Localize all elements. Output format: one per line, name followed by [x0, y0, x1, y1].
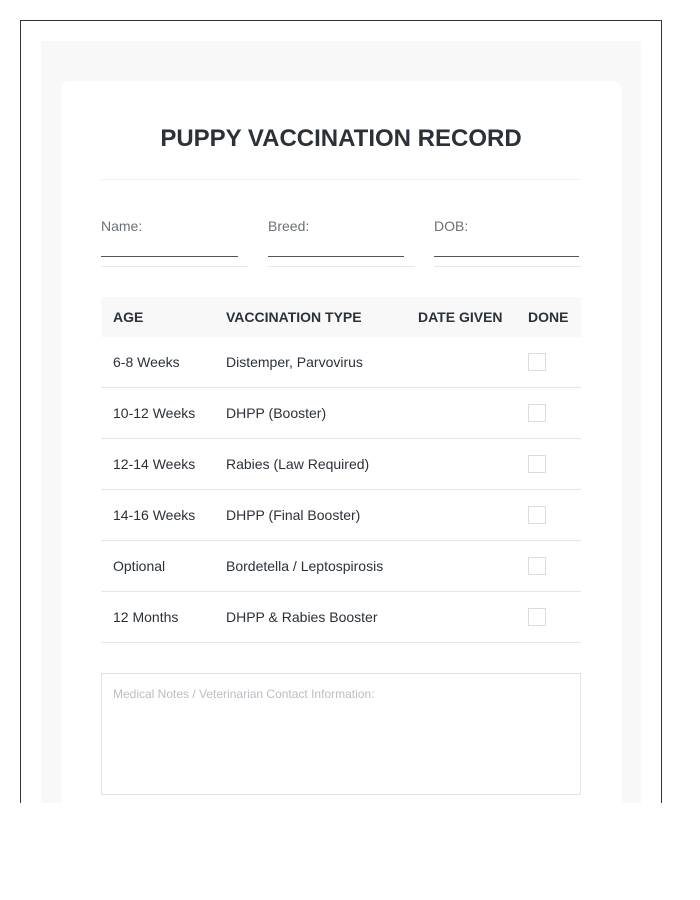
date-given-cell[interactable] — [406, 490, 516, 541]
date-given-cell[interactable] — [406, 337, 516, 388]
done-checkbox[interactable] — [528, 404, 546, 422]
table-row — [101, 490, 581, 541]
date-given-cell[interactable] — [406, 439, 516, 490]
done-checkbox[interactable] — [528, 353, 546, 371]
table-row — [101, 592, 581, 643]
background-panel — [41, 41, 641, 803]
header-vaccination-type: VACCINATION TYPE — [214, 297, 406, 337]
medical-notes-area[interactable] — [101, 673, 581, 795]
table-row — [101, 541, 581, 592]
vaccination-type-cell: Distemper, Parvovirus — [214, 337, 406, 388]
vaccination-type-cell: Bordetella / Leptospirosis — [214, 541, 406, 592]
table-row — [101, 388, 581, 439]
vaccination-table — [101, 297, 581, 643]
vaccination-type-cell: Rabies (Law Required) — [214, 439, 406, 490]
age-cell: 12 Months — [101, 592, 214, 643]
done-cell — [516, 541, 581, 592]
vaccination-type-cell: DHPP (Booster) — [214, 388, 406, 439]
name-label: Name: — [101, 218, 143, 234]
breed-input-line[interactable] — [268, 256, 404, 257]
done-cell — [516, 439, 581, 490]
age-cell: Optional — [101, 541, 214, 592]
date-given-cell[interactable] — [406, 388, 516, 439]
record-card — [61, 81, 621, 803]
done-checkbox[interactable] — [528, 608, 546, 626]
header-done: DONE — [516, 297, 581, 337]
pet-info-fields — [101, 218, 581, 268]
age-cell: 12-14 Weeks — [101, 439, 214, 490]
date-given-cell[interactable] — [406, 592, 516, 643]
name-input-line[interactable] — [101, 256, 238, 257]
name-underline — [101, 266, 248, 267]
done-cell — [516, 337, 581, 388]
table-header-row — [101, 297, 581, 337]
done-cell — [516, 592, 581, 643]
done-checkbox[interactable] — [528, 455, 546, 473]
name-field[interactable] — [101, 218, 142, 234]
table-row — [101, 337, 581, 388]
done-cell — [516, 388, 581, 439]
vaccination-type-cell: DHPP & Rabies Booster — [214, 592, 406, 643]
breed-label: Breed: — [268, 218, 310, 234]
done-cell — [516, 490, 581, 541]
dob-input-line[interactable] — [434, 256, 579, 257]
done-checkbox[interactable] — [528, 557, 546, 575]
page-frame — [20, 20, 662, 803]
title-divider — [101, 179, 581, 180]
dob-underline — [434, 266, 581, 267]
table-row — [101, 439, 581, 490]
medical-notes-placeholder: Medical Notes / Veterinarian Contact Information: — [113, 687, 375, 701]
page-title: PUPPY VACCINATION RECORD — [160, 125, 522, 152]
header-date-given: DATE GIVEN — [406, 297, 516, 337]
breed-field[interactable] — [268, 218, 309, 234]
header-age: AGE — [101, 297, 214, 337]
age-cell: 6-8 Weeks — [101, 337, 214, 388]
breed-underline — [268, 266, 415, 267]
age-cell: 14-16 Weeks — [101, 490, 214, 541]
age-cell: 10-12 Weeks — [101, 388, 214, 439]
date-given-cell[interactable] — [406, 541, 516, 592]
dob-label: DOB: — [434, 218, 469, 234]
vaccination-type-cell: DHPP (Final Booster) — [214, 490, 406, 541]
dob-field[interactable] — [434, 218, 468, 234]
done-checkbox[interactable] — [528, 506, 546, 524]
